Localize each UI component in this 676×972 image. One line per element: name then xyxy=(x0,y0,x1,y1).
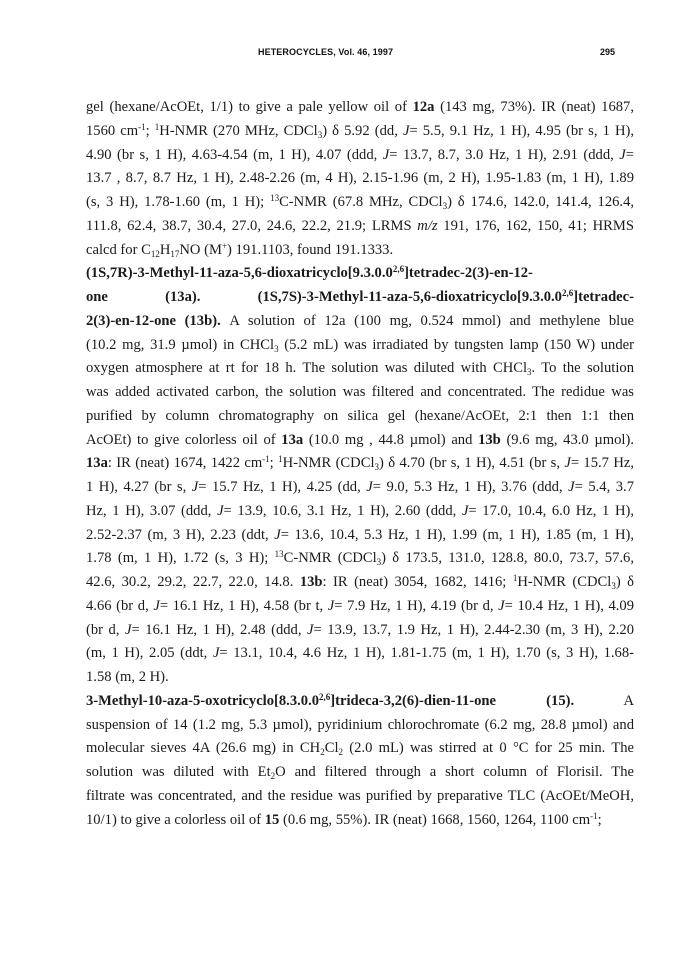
journal-title: HETEROCYCLES, Vol. 46, 1997 xyxy=(258,47,394,57)
page-number: 295 xyxy=(600,47,616,57)
text-line: (m, 1 H), 2.05 (ddt, J= 13.1, 10.4, 4.6 Hz, 1 H), 1.81-1.75 (m, 1 H), 1.70 (s, 3 H), 1.68- xyxy=(86,645,634,662)
compound-heading-line: 3-Methyl-10-aza-5-oxotricyclo[8.3.0.0$^{2,6}$]trideca-3,2(6)-dien-11-one (15). A xyxy=(86,691,634,709)
text-line: gel (hexane/AcOEt, 1/1) to give a pale yellow oil of 12a (143 mg, 73%). IR (neat) 1687, xyxy=(86,99,634,115)
text-line: suspension of 14 (1.2 mg, 5.3 µmol), pyridinium chlorochromate (6.2 mg, 28.8 µmol) and xyxy=(86,716,634,733)
text-line: purified by column chromatography on silica gel (hexane/AcOEt, 2:1 then 1:1 then xyxy=(86,407,634,424)
compound-heading-line: one (13a). (1S,7S)-3-Methyl-11-aza-5,6-dioxatricyclo[9.3.0.0$^{2,6}$]tetradec- xyxy=(86,288,634,305)
text-line: oxygen atmosphere at rt for 18 h. The solution was diluted with CHCl$_3$. To the solution xyxy=(86,360,634,378)
text-line: 13.7 , 8.7, 8.7 Hz, 1 H), 2.48-2.26 (m, 4 H), 2.15-1.96 (m, 2 H), 1.95-1.83 (m, 1 H), 1.89 xyxy=(86,170,634,187)
article-body xyxy=(86,96,634,832)
text-line: 1 H), 4.27 (br s, J= 15.7 Hz, 1 H), 4.25 (dd, J= 9.0, 5.3 Hz, 1 H), 3.76 (ddd, J= 5.4, 3.7 xyxy=(86,479,634,495)
text-line: 1560 $cm^{-1}$; $^1$H-NMR (270 MHz, CDCl$_3$) δ 5.92 (dd, J= 5.5, 9.1 Hz, 1 H), 4.95 (br s, 1 H), xyxy=(86,121,635,140)
text-line: 4.66 (br d, J= 16.1 Hz, 1 H), 4.58 (br t, J= 7.9 Hz, 1 H), 4.19 (br d, J= 10.4 Hz, 1 H), 4.09 xyxy=(86,597,635,614)
text-line: filtrate was concentrated, and the residue was purified by preparative TLC (AcOEt/MeOH, xyxy=(86,787,634,804)
text-line: molecular sieves 4A (26.6 mg) in $CH_2Cl_2$ (2.0 mL) was stirred at 0 °C for 25 min. The xyxy=(86,740,635,758)
text-line: 10/1) to give a colorless oil of 15 (0.6 mg, 55%). IR (neat) 1668, 1560, 1264, 1100 $cm^{-1}$; xyxy=(86,810,602,828)
text-line: 1.78 (m, 1 H), 1.72 (s, 3 H); $^{13}$C-NMR (CDCl$_3$) δ 173.5, 131.0, 128.8, 80.0, 73.7, 57.6, xyxy=(86,549,634,568)
text-line: (10.2 mg, 31.9 µmol) in CHCl$_3$ (5.2 mL) was irradiated by tungsten lamp (150 W) under xyxy=(86,336,634,354)
text-line: solution was diluted with $Et_2O$ and filtered through a short column of Florisil. The xyxy=(86,764,634,781)
text-line: Hz, 1 H), 3.07 (ddd, J= 13.9, 10.6, 3.1 Hz, 1 H), 2.60 (ddd, J= 17.0, 10.4, 6.0 Hz, 1 H), xyxy=(86,502,635,519)
text-line: 42.6, 30.2, 29.2, 22.7, 22.0, 14.8. 13b: IR (neat) 3054, 1682, 1416; $^1$H-NMR (CDCl$_3$) δ xyxy=(86,573,635,591)
text-line: (s, 3 H), 1.78-1.60 (m, 1 H); $^{13}$C-NMR (67.8 MHz, CDCl$_3$) δ 174.6, 142.0, 141.4, 126.4, xyxy=(86,193,635,211)
text-line: 4.90 (br s, 1 H), 4.63-4.54 (m, 1 H), 4.07 (ddd, J= 13.7, 8.7, 3.0 Hz, 1 H), 2.91 (ddd, J= xyxy=(86,146,634,163)
text-line: 2.52-2.37 (m, 3 H), 2.23 (ddt, J= 13.6, 10.4, 5.3 Hz, 1 H), 1.99 (m, 1 H), 1.85 (m, 1 H), xyxy=(86,526,635,543)
text-line: 111.8, 62.4, 38.7, 30.4, 27.0, 24.6, 22.2, 21.9; LRMS m/z 191, 176, 162, 150, 41; HRMS xyxy=(86,217,635,234)
text-line: 1.58 (m, 2 H). xyxy=(86,669,169,685)
text-line: AcOEt) to give colorless oil of 13a (10.0 mg , 44.8 µmol) and 13b (9.6 mg, 43.0 µmol). xyxy=(86,431,634,448)
running-header xyxy=(0,47,676,63)
text-line: (br d, J= 16.1 Hz, 1 H), 2.48 (ddd, J= 13.9, 13.7, 1.9 Hz, 1 H), 2.44-2.30 (m, 3 H), 2.20 xyxy=(86,621,634,638)
compound-heading-line: (1S,7R)-3-Methyl-11-aza-5,6-dioxatricyclo[9.3.0.0$^{2,6}$]tetradec-2(3)-en-12- xyxy=(86,264,533,282)
text-line: calcd for $C_{12}H_{17}NO$ (M+) 191.1103, found 191.1333. xyxy=(86,240,394,259)
text-line: 13a: IR (neat) 1674, 1422 $cm^{-1}$; $^1$H-NMR (CDCl$_3$) δ 4.70 (br s, 1 H), 4.51 (br s, J= 15.7 Hz, xyxy=(86,454,634,473)
text-line: 2(3)-en-12-one (13b). A solution of 12a (100 mg, 0.524 mmol) and methylene blue xyxy=(86,312,634,329)
text-line: was added activated carbon, the solution was filtered and concentrated. The redidue was xyxy=(86,384,634,400)
